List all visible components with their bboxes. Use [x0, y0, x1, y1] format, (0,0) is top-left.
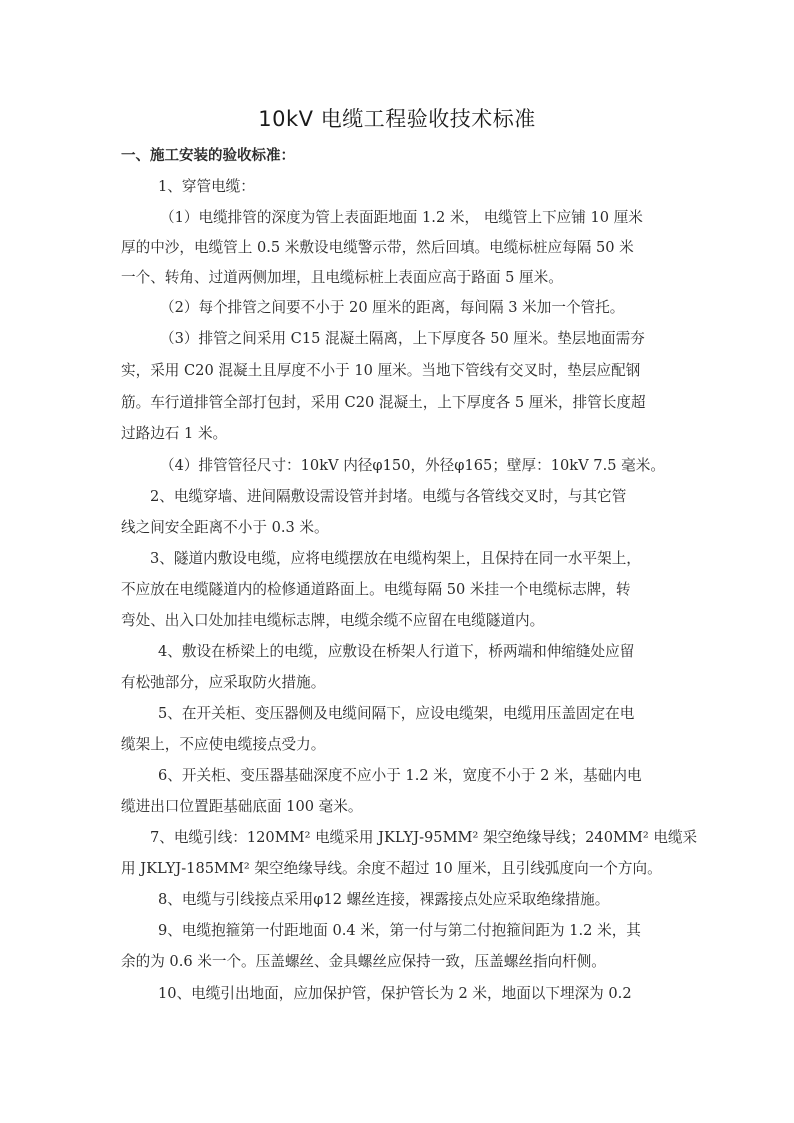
- paragraph-line: 线之间安全距离不小于 0.3 米。: [121, 519, 329, 536]
- paragraph-line: 余的为 0.6 米一个。压盖螺丝、金具螺丝应保持一致，压盖螺丝指向杆侧。: [121, 953, 606, 970]
- paragraph-line: 筋。车行道排管全部打包封，采用 C20 混凝土，上下厚度各 5 厘米，排管长度超: [121, 394, 646, 411]
- paragraph-line: （3）排管之间采用 C15 混凝土隔离，上下厚度各 50 厘米。垫层地面需夯: [160, 330, 645, 347]
- paragraph-line: 7、电缆引线：120MM² 电缆采用 JKLYJ-95MM² 架空绝缘导线；240MM² 电缆采: [150, 829, 698, 846]
- paragraph-line: 3、隧道内敷设电缆，应将电缆摆放在电缆构架上，且保持在同一水平架上，: [150, 550, 641, 567]
- section-heading: 一、施工安装的验收标准：: [121, 148, 295, 164]
- paragraph-line: 9、电缆抱箍第一付距地面 0.4 米，第一付与第二付抱箍间距为 1.2 米，其: [158, 922, 641, 939]
- paragraph-line: 有松弛部分，应采取防火措施。: [121, 674, 326, 691]
- subsection-heading: 1、穿管电缆：: [158, 178, 255, 195]
- paragraph-line: 厚的中沙，电缆管上 0.5 米敷设电缆警示带，然后回填。电缆标桩应每隔 50 米: [121, 239, 634, 256]
- paragraph-line: 不应放在电缆隧道内的检修通道路面上。电缆每隔 50 米挂一个电缆标志牌，转: [121, 581, 631, 598]
- paragraph-line: （1）电缆排管的深度为管上表面距地面 1.2 米， 电缆管上下应铺 10 厘米: [160, 209, 643, 226]
- paragraph-line: 弯处、出入口处加挂电缆标志牌，电缆余缆不应留在电缆隧道内。: [121, 612, 545, 629]
- paragraph-line: （2）每个排管之间要不小于 20 厘米的距离，每间隔 3 米加一个管托。: [160, 299, 625, 316]
- paragraph-line: 一个、转角、过道两侧加埋，且电缆标桩上表面应高于路面 5 厘米。: [121, 269, 563, 286]
- paragraph-line: 用 JKLYJ-185MM² 架空绝缘导线。余度不超过 10 厘米，且引线弧度向一个方向。: [121, 860, 662, 877]
- paragraph-line: （4）排管管径尺寸：10kV 内径φ150，外径φ165；壁厚：10kV 7.5 毫米。: [160, 457, 665, 474]
- document-title: 10kV 电缆工程验收技术标准: [258, 107, 536, 131]
- paragraph-line: 实，采用 C20 混凝土且厚度不小于 10 厘米。当地下管线有交叉时，垫层应配钢: [121, 362, 641, 379]
- paragraph-line: 缆进出口位置距基础底面 100 毫米。: [121, 798, 363, 815]
- paragraph-line: 6、开关柜、变压器基础深度不应小于 1.2 米，宽度不小于 2 米，基础内电: [158, 767, 642, 784]
- paragraph-line: 4、敷设在桥梁上的电缆，应敷设在桥架人行道下，桥两端和伸缩缝处应留: [158, 643, 635, 660]
- paragraph-line: 过路边石 1 米。: [121, 425, 228, 442]
- paragraph-line: 10、电缆引出地面，应加保护管，保护管长为 2 米，地面以下埋深为 0.2: [158, 985, 632, 1002]
- paragraph-line: 8、电缆与引线接点采用φ12 螺丝连接，裸露接点处应采取绝缘措施。: [158, 891, 610, 908]
- paragraph-line: 5、在开关柜、变压器侧及电缆间隔下，应设电缆架，电缆用压盖固定在电: [158, 705, 635, 722]
- paragraph-line: 缆架上，不应使电缆接点受力。: [121, 736, 326, 753]
- paragraph-line: 2、电缆穿墙、进间隔敷设需设管并封堵。电缆与各管线交叉时，与其它管: [150, 488, 627, 505]
